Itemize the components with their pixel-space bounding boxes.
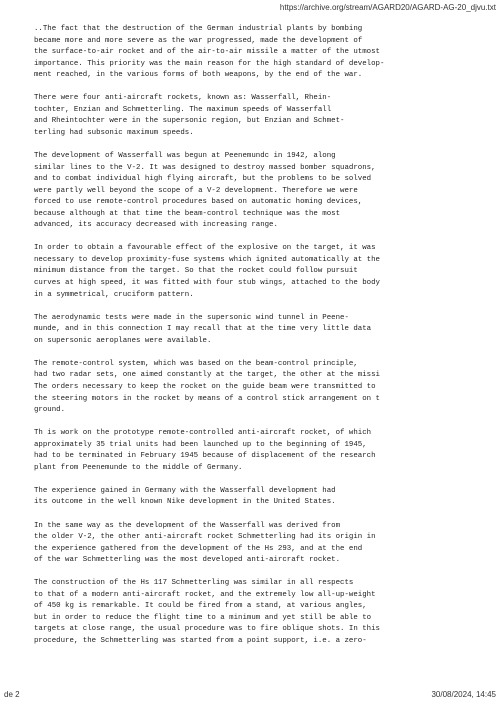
text-line: the steering motors in the rocket by means of a control stick arrangement on t <box>34 394 380 403</box>
text-line: of 450 kg is remarkable. It could be fired from a stand, at various angles, <box>34 602 367 611</box>
text-line: and Rheintochter were in the supersonic region, but Enzian and Schmet- <box>34 117 345 126</box>
text-line: approximately 35 trial units had been launched up to the beginning of 1945, <box>34 440 367 449</box>
text-line: The development of Wasserfall was begun at Peenemundc in 1942, along <box>34 152 336 161</box>
text-line: its outcome in the well known Nike development in the United States. <box>34 498 336 507</box>
paragraph <box>34 243 492 301</box>
text-line: became more and more severe as the war progressed, made the development of <box>34 36 363 45</box>
text-line: In the same way as the development of the Wasserfall was derived from <box>34 521 341 530</box>
paragraph <box>34 578 492 647</box>
document-page <box>34 24 492 676</box>
text-line: procedure, the Schmetterling was started from a point support, i.e. a zero- <box>34 636 367 645</box>
text-line: terling had subsonic maximum speeds. <box>34 128 194 137</box>
print-timestamp: 30/08/2024, 14:45 <box>431 690 496 699</box>
paragraph <box>34 313 492 348</box>
paragraph <box>34 486 492 509</box>
text-line: forced to use remote-control procedures based on automatic homing devices, <box>34 198 363 207</box>
page-number: de 2 <box>4 690 20 699</box>
text-line: of the war Schmetterling was the most developed anti-aircraft rocket. <box>34 556 341 565</box>
text-line: were partly well beyond the scope of a V-2 development. Therefore we were <box>34 186 358 195</box>
text-line: The experience gained in Germany with the Wasserfall development had <box>34 486 336 495</box>
paragraph <box>34 93 492 139</box>
text-line: the experience gathered from the development of the Hs 293, and at the end <box>34 544 363 553</box>
text-line: The orders necessary to keep the rocket on the guide beam were transmitted to <box>34 382 376 391</box>
text-line: to that of a modern anti-aircraft rocket, and the extremely low all-up-weight <box>34 590 376 599</box>
paragraph <box>34 24 492 82</box>
text-line: tochter, Enzian and Schmetterling. The maximum speeds of Wasserfall <box>34 105 332 114</box>
text-line: similar lines to the V-2. It was designed to destroy massed bomber squadrons, <box>34 163 376 172</box>
text-line: had to be terminated in February 1945 because of displacement of the research <box>34 452 376 461</box>
text-line: and to combat individual high flying aircraft, but the problems to be solved <box>34 175 372 184</box>
paragraph <box>34 521 492 567</box>
text-line: the older V-2, the other anti-aircraft rocket Schmetterling had its origin in <box>34 533 376 542</box>
paragraph <box>34 359 492 417</box>
text-line: but in order to reduce the flight time to a minimum and yet still be able to <box>34 613 372 622</box>
text-line: munde, and in this connection I may recall that at the time very little data <box>34 325 372 334</box>
text-line: curves at high speed, it was fitted with four stub wings, attached to the body <box>34 279 380 288</box>
text-line: because although at that time the beam-control technique was the most <box>34 209 341 218</box>
text-line: importance. This priority was the main reason for the high standard of develop- <box>34 59 385 68</box>
text-line: The aerodynamic tests were made in the supersonic wind tunnel in Peene- <box>34 313 349 322</box>
paragraph <box>34 428 492 474</box>
paragraph <box>34 151 492 232</box>
text-line: the surface-to-air rocket and of the air-to-air missile a matter of the utmost <box>34 48 380 57</box>
text-line: ..The fact that the destruction of the German industrial plants by bombing <box>34 25 363 33</box>
text-line: on supersonic aeroplanes were available. <box>34 336 212 345</box>
text-line: The remote-control system, which was based on the beam-control principle, <box>34 359 358 368</box>
text-line: minimum distance from the target. So that the rocket could follow pursuit <box>34 267 358 276</box>
text-line: ment reached, in the various forms of both weapons, by the end of the war. <box>34 71 363 80</box>
text-line: plant from Peenemunde to the middle of Germany. <box>34 463 243 472</box>
text-line: ground. <box>34 406 66 415</box>
text-line: necessary to develop proximity-fuse systems which ignited automatically at the <box>34 255 380 264</box>
text-line: There were four anti-aircraft rockets, known as: Wasserfall, Rhein- <box>34 94 332 103</box>
page-url: https://archive.org/stream/AGARD20/AGARD-AG-20_djvu.txt <box>279 3 496 12</box>
text-line: In order to obtain a favourable effect of the explosive on the target, it was <box>34 244 376 253</box>
text-line: in a symmetrical, cruciform pattern. <box>34 290 194 299</box>
text-line: advanced, its accuracy decreased with increasing range. <box>34 221 278 230</box>
text-line: Th is work on the prototype remote-controlled anti-aircraft rocket, of which <box>34 429 372 438</box>
text-line: The construction of the Hs 117 Schmetterling was similar in all respects <box>34 579 354 588</box>
text-line: targets at close range, the usual procedure was to fire oblique shots. In this <box>34 625 380 634</box>
text-line: had two radar sets, one aimed constantly at the target, the other at the missi <box>34 371 380 380</box>
